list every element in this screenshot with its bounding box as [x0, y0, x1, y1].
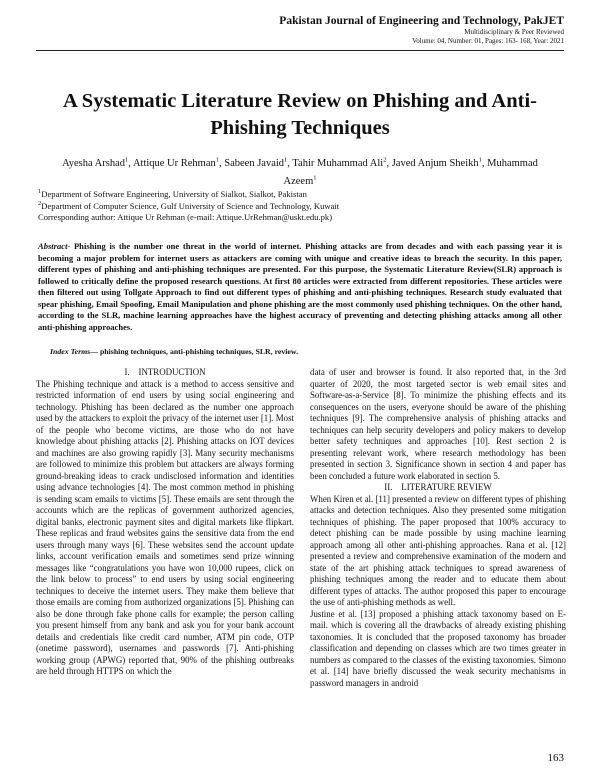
author: Sabeen Javaid$^1$,: [224, 156, 293, 169]
left-column: [36, 367, 294, 678]
author: Javed Anjum Sheikh$^1$,: [391, 156, 485, 169]
affiliation-2: $^2$Department of Computer Science, Gulf University of Science and Technology, Kuwait: [38, 200, 340, 211]
section-heading-literature-review: II. LITERATURE REVIEW: [384, 482, 492, 493]
index-terms-label: Index Terms—: [50, 347, 99, 356]
body-paragraph: When Kiren et al. [11] presented a review on different types of phishing attacks and detection techniques. Also they presented some mitigation techniques of phishing. The paper proposed that 100% accuracy to detect phishing can be made possible by using machine learning approach among all other anti-phishing approaches. Rana et al. [12] presented a review and comprehensive examination of the modern and state of the art phishing attack techniques to spread awareness of phishing techniques among the reader and to educate them about different types of attacks. The author proposed this paper to encourage the use of anti-phishing methods as well.: [310, 493, 566, 608]
body-paragraph: Justine et al. [13] proposed a phishing attack taxonomy based on E-mail. which is covering all the drawbacks of already existing phishing taxonomies. It is concluded that the proposed taxonomy has broader classification and depending on classes which are two times greater in numbers as compared to the classes of the existing taxonomies. Simono et al. [14] have briefly discussed the weak security mechanisms in password managers in android: [310, 608, 566, 688]
author-list: [60, 152, 540, 189]
abstract: [38, 241, 562, 333]
author: Muhammad Azeem$^1$: [283, 157, 538, 187]
page-number: 163: [547, 752, 564, 764]
author: Attique Ur Rehman$^1$,: [132, 156, 225, 169]
journal-name: Pakistan Journal of Engineering and Technology, PakJET: [279, 15, 564, 27]
author: Tahir Muhammad Ali$^2$,: [292, 156, 392, 169]
abstract-text: Phishing is the number one threat in the world of internet. Phishing attacks are from decades and with each passing year it is becoming a major problem for internet users as attackers are coming with unique and creative ideas to breach the security. In this paper, different types of phishing and anti-phishing techniques are presented. For this purpose, the Systematic Literature Review(SLR) approach is followed to critically define the proposed research questions. At first 80 articles were extracted from different repositories. These articles were then filtered out using Tollgate Approach to find out different types of phishing and anti-phishing techniques. Research study evaluated that spear phishing, Email Spoofing, Email Manipulation and phone phishing are the most commonly used phishing techniques. On the other hand, according to the SLR, machine learning approaches have the highest accuracy of preventing and detecting phishing attacks among all other anti-phishing approaches.: [38, 241, 562, 332]
index-terms-text: phishing techniques, anti-phishing techniques, SLR, review.: [98, 347, 299, 356]
right-column: [310, 367, 566, 689]
affiliation-1: $^1$Department of Software Engineering, University of Sialkot, Sialkot, Pakistan: [38, 188, 307, 199]
journal-volume: Volume: 04, Number: 01, Pages: 163- 168, Year: 2021: [412, 37, 564, 45]
corresponding-author: Corresponding author: Attique Ur Rehman (e-mail: Attique.UrRehman@uskt.edu.pk): [38, 212, 333, 222]
body-paragraph: The Phishing technique and attack is a method to access sensitive and restricted information of end users by using social engineering and technology. Phishing has been declared as the number one approach used by the attackers to exploit the privacy of the internet user [1]. Most of the people who become victims, are those who do not have knowledge about phishing attacks [2]. Phishing attacks on IOT devices and machines are also growing rapidly [3]. Many security mechanisms are followed to minimize this problem but attackers are always forming ground-breaking ideas to crack undisclosed information and identities using advance technologies [4]. The most common method in phishing is sending scam emails to victims [5]. These emails are sent through the accounts which are the replicas of government authorized agencies, digital banks, electronic payment sites and digital markets like flipkart. These replicas and fraud websites gains the sensitive data from the end users through many ways [6]. These websites send the account update links, account verification emails and sometimes send prize winning messages like “congratulations you have won 10,000 rupees, click on the link below to process” to end users by using social engineering techniques to deceive the internet users. They make them believe that those emails are coming from authorized organizations [5]. Phishing can also be done through fake phone calls for example; the person calling you present himself from any bank and ask you for your bank account details and credentials like credit card number, ATM pin code, OTP (onetime password), usernames and passwords [7]. Anti-phishing working group (APWG) reported that, 90% of the phishing outbreaks are held through HTTPS on which the: [36, 378, 294, 677]
abstract-label: Abstract-: [38, 241, 71, 251]
author: Ayesha Arshad$^1$,: [62, 156, 133, 169]
section-heading-introduction: I. INTRODUCTION: [124, 367, 206, 377]
journal-subtitle: Multidisciplinary & Peer Reviewed: [464, 28, 564, 36]
journal-header: [279, 14, 564, 46]
body-paragraph: data of user and browser is found. It also reported that, in the 3rd quarter of 2020, the most targeted sector is web email sites and Software-as-a-Service [8]. To minimize the phishing effects and its consequences on the users, everyone should be aware of the phishing techniques [9]. The comprehensive analysis of phishing attacks and techniques can help security developers and policy makers to develop better safety techniques and approaches [10]. Rest section 2 is presenting relevant work, where research methodology has been presented in section 3. Significance shown in section 4 and paper has been concluded a future work elaborated in section 5.: [310, 367, 566, 481]
index-terms: [50, 347, 562, 357]
header-divider: [36, 50, 564, 51]
paper-title: A Systematic Literature Review on Phishing and Anti-Phishing Techniques: [63, 90, 537, 139]
